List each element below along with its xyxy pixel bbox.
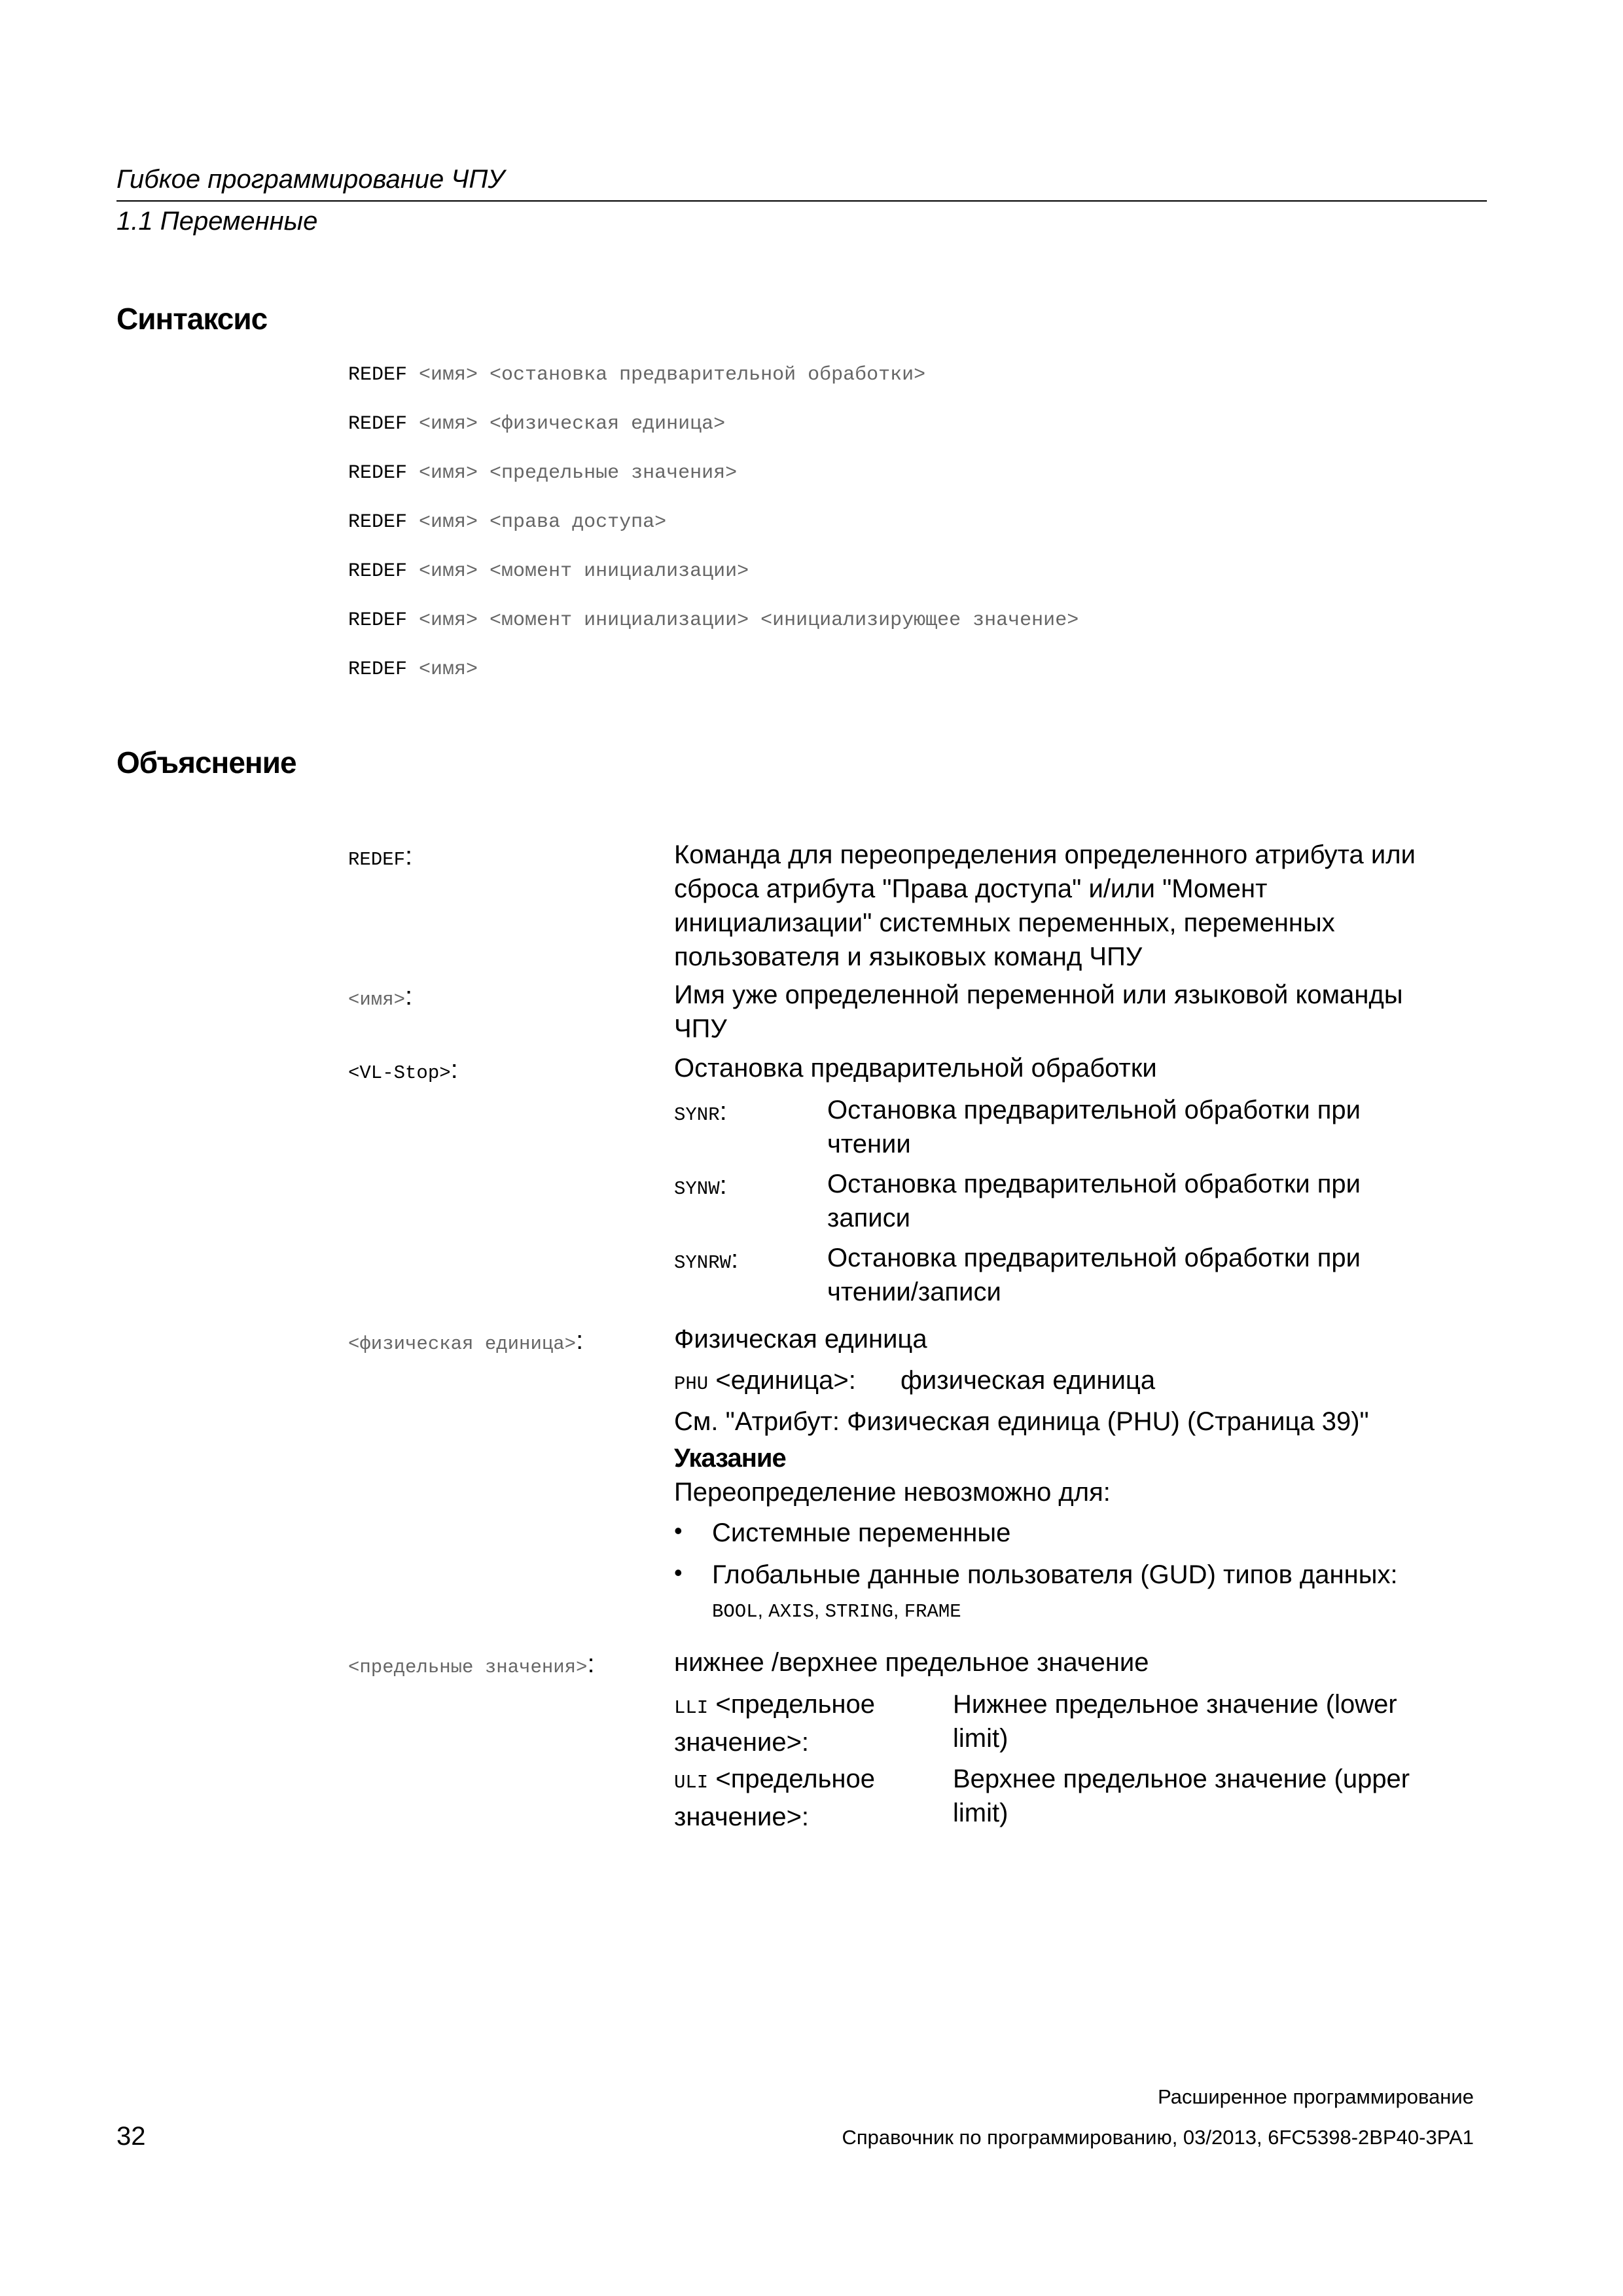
data-types-list: BOOL, AXIS, STRING, FRAME [712, 1600, 961, 1623]
running-header-chapter: Гибкое программирование ЧПУ [116, 165, 505, 194]
page-number: 32 [116, 2122, 146, 2151]
lli-term: LLI <предельное значение>: [674, 1690, 875, 1757]
term-synrw: SYNRW: [674, 1245, 739, 1274]
phu-row: PHU <единица>: [674, 1366, 856, 1395]
desc-vlstop: Остановка предварительной обработки [674, 1054, 1157, 1083]
see-reference: См. "Атрибут: Физическая единица (PHU) (Страница 39)" [674, 1407, 1369, 1436]
uli-desc: Верхнее предельное значение (upper limit) [953, 1765, 1410, 1827]
syntax-line: REDEF <имя> <момент инициализации> <инициализирующее значение> [348, 609, 1079, 632]
syntax-line: REDEF <имя> <предельные значения> [348, 462, 738, 484]
term-limits: <предельные значения>: [348, 1649, 595, 1678]
syntax-line: REDEF <имя> <момент инициализации> [348, 560, 749, 583]
header-rule [116, 200, 1487, 202]
desc-limits: нижнее /верхнее предельное значение [674, 1648, 1149, 1677]
syntax-line: REDEF <имя> <права доступа> [348, 511, 667, 533]
explanation-heading: Объяснение [116, 745, 296, 780]
desc-synrw: Остановка предварительной обработки при чтении/записи [827, 1244, 1361, 1306]
term-synw: SYNW: [674, 1171, 727, 1200]
syntax-heading: Синтаксис [116, 302, 268, 336]
term-physical-unit: <физическая единица>: [348, 1326, 584, 1355]
desc-name: Имя уже определенной переменной или языковой команды ЧПУ [674, 980, 1403, 1043]
term-vlstop: <VL-Stop>: [348, 1055, 458, 1084]
syntax-line: REDEF <имя> <физическая единица> [348, 413, 726, 435]
uli-term: ULI <предельное значение>: [674, 1765, 875, 1831]
term-synr: SYNR: [674, 1097, 727, 1126]
syntax-line: REDEF <имя> [348, 658, 478, 681]
running-header-section: 1.1 Переменные [116, 207, 318, 236]
phu-desc: физическая единица [901, 1366, 1156, 1395]
desc-synr: Остановка предварительной обработки при чтении [827, 1096, 1361, 1158]
note-text: Переопределение невозможно для: [674, 1478, 1111, 1507]
desc-synw: Остановка предварительной обработки при записи [827, 1170, 1361, 1232]
desc-redef: Команда для переопределения определенного атрибута или сброса атрибута "Права доступа" и/или "Момент инициализации" системных переменных, переменных пользователя и языковых команд ЧПУ [674, 840, 1416, 971]
desc-physical-unit: Физическая единица [674, 1325, 927, 1354]
term-redef: REDEF: [348, 842, 413, 870]
lli-desc: Нижнее предельное значение (lower limit) [953, 1690, 1397, 1753]
footer-book-reference: Справочник по программированию, 03/2013, 6FC5398-2BP40-3PA1 [842, 2126, 1474, 2149]
footer-book-title: Расширенное программирование [1158, 2085, 1474, 2108]
term-name: <имя>: [348, 982, 413, 1011]
syntax-line: REDEF <имя> <остановка предварительной обработки> [348, 364, 926, 386]
note-heading: Указание [674, 1444, 786, 1473]
